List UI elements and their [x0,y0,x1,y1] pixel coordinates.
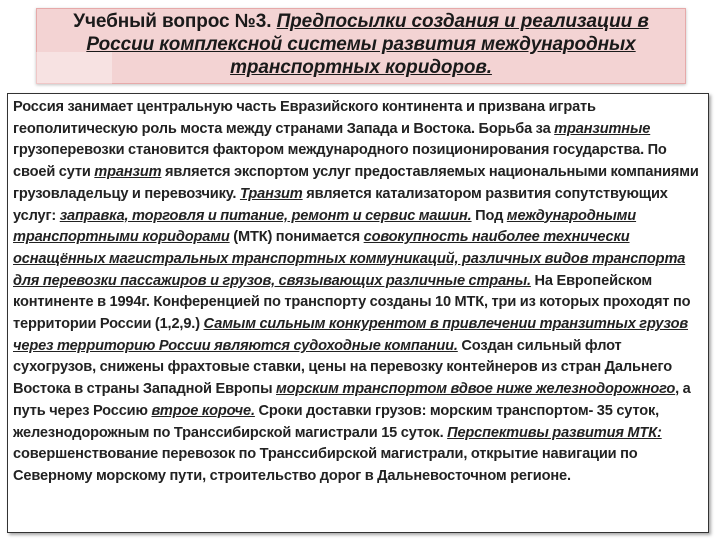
body-emphasis: совокупность наиболее технически оснащённых магистральных транспортных коммуникаций, различных видов транспорта для перевозки пассажиров и грузов, связывающих различные страны. [13,229,686,289]
body-text-run: На Европейском континенте в 1994г. Конференцией по транспорту созданы 10 МТК, три из которых проходят по территории России (1,2,9.) [13,272,691,333]
body-emphasis: транзитные [554,120,651,137]
body-emphasis: заправка, торговля и питание, ремонт и сервис машин. [59,207,472,224]
title-lead: Учебный вопрос №3. [73,11,277,32]
body-emphasis: транзит [94,164,162,181]
body-text-run: грузоперевозки становится фактором международного позиционирования государства. По своей сути [13,142,667,181]
body-text-run: Россия занимает центральную часть Евразийского континента и призвана играть геополитическую роль моста между странами Запада и Востока. Борьба за [13,99,596,137]
body-text-run: является экспортом услуг предоставляемых национальными компаниями грузовладельцу и перевозчику. [13,164,699,202]
slide-title [38,10,684,79]
body-emphasis: втрое короче. [151,402,255,419]
body-emphasis: Транзит [239,185,303,202]
body-text-run: (МТК) понимается [229,229,364,246]
body-emphasis: морским транспортом вдвое ниже железнодорожного [276,381,676,398]
body-emphasis: Перспективы развития МТК: [447,424,662,441]
title-topic: Предпосылки создания и реализации в России комплексной системы развития международных транспортных коридоров. [86,11,649,78]
body-text-run: является катализатором развития сопутствующих услуг: [13,185,668,224]
body-text-run: Под [471,207,507,224]
body-emphasis: Самым сильным конкурентом в привлечении транзитных грузов через территорию России являются судоходные компании. [13,316,689,354]
body-text-run: Создан сильный флот сухогрузов, снижены фрахтовые ставки, цены на перевозку контейнеров из стран Дальнего Востока в страны Западной Европы [13,337,672,398]
body-emphasis: международными транспортными коридорами [13,207,637,246]
body-text-run: совершенствование перевозок по Транссибирской магистрали, открытие навигации по Северному морскому пути, строительство дорог в Дальневосточном регионе. [13,446,638,484]
body-text-run: , а путь через Россию [13,381,691,419]
body-text-run: Сроки доставки грузов: морским транспортом- 35 суток, железнодорожным по Транссибирской магистрали 15 суток. [13,402,660,441]
slide-body [13,97,707,488]
